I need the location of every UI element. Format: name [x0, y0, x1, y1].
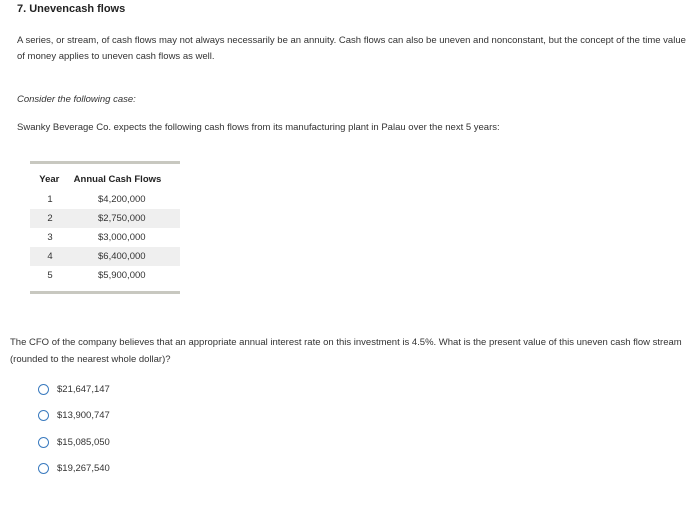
table-row	[30, 247, 180, 266]
cash-flow-cell: $6,400,000	[98, 251, 146, 262]
table-row	[30, 266, 180, 285]
cash-flow-cell: $3,000,000	[98, 232, 146, 243]
year-cell: 3	[47, 232, 53, 243]
answer-option[interactable]	[38, 408, 110, 424]
year-cell: 4	[47, 251, 53, 262]
option-label[interactable]: $15,085,050	[57, 436, 110, 448]
question-title: 7. Unevencash flows	[17, 3, 126, 15]
intro-paragraph: A series, or stream, of cash flows may not always necessarily be an annuity. Cash flows can also be uneven and nonconstant, but the concept of the time value of money applies to uneven cash flows as well.	[17, 35, 686, 62]
table-row	[30, 209, 180, 228]
radio-button[interactable]	[38, 437, 49, 448]
answer-option[interactable]	[38, 434, 110, 450]
answer-options	[38, 381, 110, 487]
year-cell: 2	[47, 213, 53, 224]
cash-flow-table	[30, 161, 180, 294]
radio-button[interactable]	[38, 410, 49, 421]
answer-option[interactable]	[38, 381, 110, 397]
cash-flow-header: Annual Cash Flows	[73, 173, 162, 185]
cash-flow-cell: $2,750,000	[98, 213, 146, 224]
case-description: Swanky Beverage Co. expects the following cash flows from its manufacturing plant in Palau over the next 5 years:	[17, 122, 500, 133]
option-label[interactable]: $19,267,540	[57, 463, 110, 474]
answer-option[interactable]	[38, 461, 110, 477]
radio-button[interactable]	[38, 463, 49, 474]
cash-flow-cell: $4,200,000	[98, 194, 146, 205]
option-label[interactable]: $21,647,147	[57, 383, 110, 395]
consider-label: Consider the following case:	[17, 94, 136, 105]
year-header: Year	[39, 173, 60, 185]
question-prompt: The CFO of the company believes that an appropriate annual interest rate on this investment is 4.5%. What is the present value of this uneven cash flow stream (rounded to the nearest whole dollar)?	[10, 337, 682, 365]
cash-flow-cell: $5,900,000	[98, 270, 146, 281]
year-cell: 1	[47, 194, 53, 205]
option-label[interactable]: $13,900,747	[57, 410, 110, 421]
table-header	[30, 168, 180, 190]
table-row	[30, 190, 180, 209]
year-cell: 5	[47, 270, 53, 281]
radio-button[interactable]	[38, 384, 49, 395]
table-row	[30, 228, 180, 247]
